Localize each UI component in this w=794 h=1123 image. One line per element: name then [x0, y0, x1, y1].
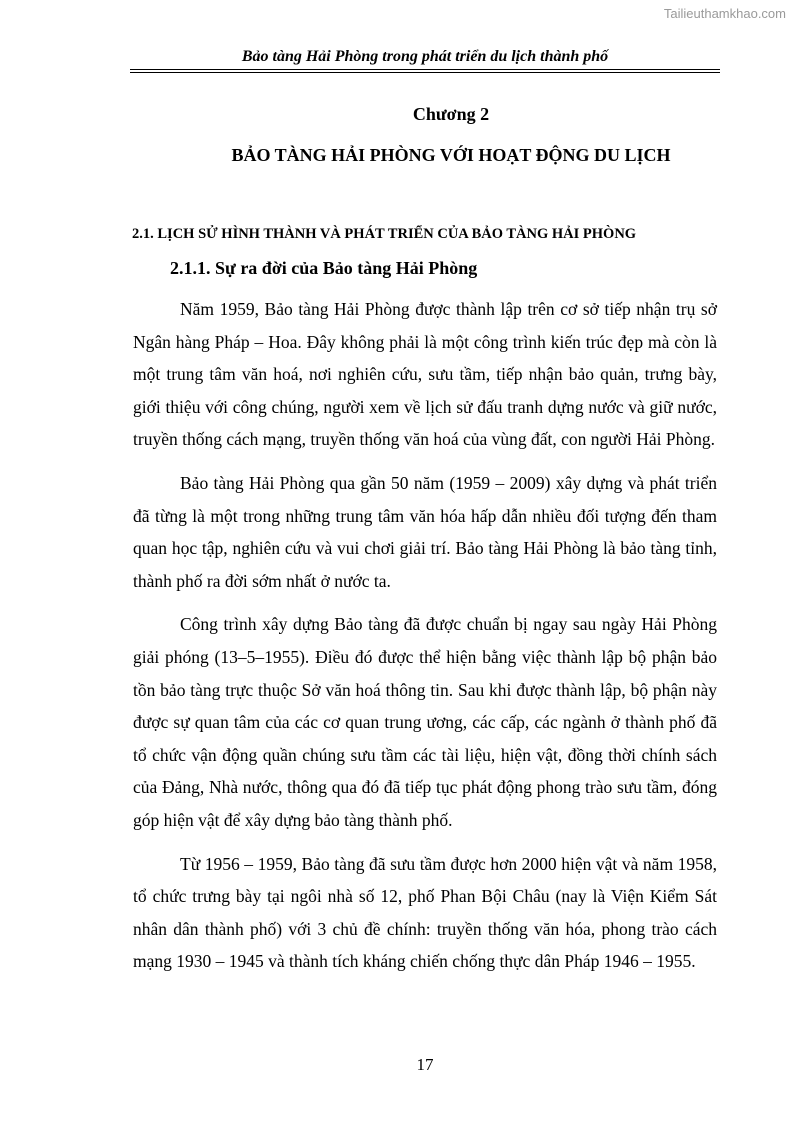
running-header: Bảo tàng Hải Phòng trong phát triển du lịch thành phố	[241, 48, 609, 65]
paragraph: Năm 1959, Bảo tàng Hải Phòng được thành lập trên cơ sở tiếp nhận trụ sở Ngân hàng Pháp – Hoa. Đây không phải là một công trình kiến trúc đẹp mà còn là một trung tâm văn hoá, nơi nghiên cứu, sưu tầm, tiếp nhận bảo quản, trưng bày, giới thiệu với công chúng, người xem về lịch sử đấu tranh dựng nước và giữ nước, truyền thống cách mạng, truyền thống văn hoá của vùng đất, con người Hải Phòng.	[133, 299, 717, 450]
paragraph: Từ 1956 – 1959, Bảo tàng đã sưu tầm được hơn 2000 hiện vật và năm 1958, tổ chức trưng bày tại ngôi nhà số 12, phố Phan Bội Châu (nay là Viện Kiểm Sát nhân dân thành phố) với 3 chủ đề chính: truyền thống văn hóa, phong trào cách mạng 1930 – 1945 và thành tích kháng chiến chống thực dân Pháp 1946 – 1955.	[133, 853, 717, 972]
header-rule-thin	[130, 72, 720, 73]
header-rule	[130, 69, 720, 70]
body-text	[133, 293, 717, 989]
chapter-label: Chương 2	[412, 104, 490, 124]
section-heading: 2.1. LỊCH SỬ HÌNH THÀNH VÀ PHÁT TRIỂN CỦA BẢO TÀNG HẢI PHÒNG	[132, 226, 637, 242]
watermark: Tailieuthamkhao.com	[663, 6, 786, 21]
chapter-title: BẢO TÀNG HẢI PHÒNG VỚI HOẠT ĐỘNG DU LỊCH	[231, 145, 671, 165]
subsection-heading: 2.1.1. Sự ra đời của Bảo tàng Hải Phòng	[170, 258, 478, 278]
page-number: 17	[416, 1055, 434, 1074]
paragraph: Bảo tàng Hải Phòng qua gần 50 năm (1959 – 2009) xây dựng và phát triển đã từng là một trong những trung tâm văn hóa hấp dẫn nhiều đối tượng đến tham quan học tập, nghiên cứu và vui chơi giải trí. Bảo tàng Hải Phòng là bảo tàng tỉnh, thành phố ra đời sớm nhất ở nước ta.	[133, 472, 717, 591]
paragraph: Công trình xây dựng Bảo tàng đã được chuẩn bị ngay sau ngày Hải Phòng giải phóng (13–5–1955). Điều đó được thể hiện bằng việc thành lập bộ phận bảo tồn bảo tàng trực thuộc Sở văn hoá thông tin. Sau khi được thành lập, bộ phận này được sự quan tâm của các cơ quan trung ương, các cấp, các ngành ở thành phố đã tổ chức vận động quần chúng sưu tầm các tài liệu, hiện vật, đồng thời chính sách của Đảng, Nhà nước, thông qua đó đã tiếp tục phát động phong trào sưu tầm, đóng góp hiện vật để xây dựng bảo tàng thành phố.	[133, 614, 717, 830]
